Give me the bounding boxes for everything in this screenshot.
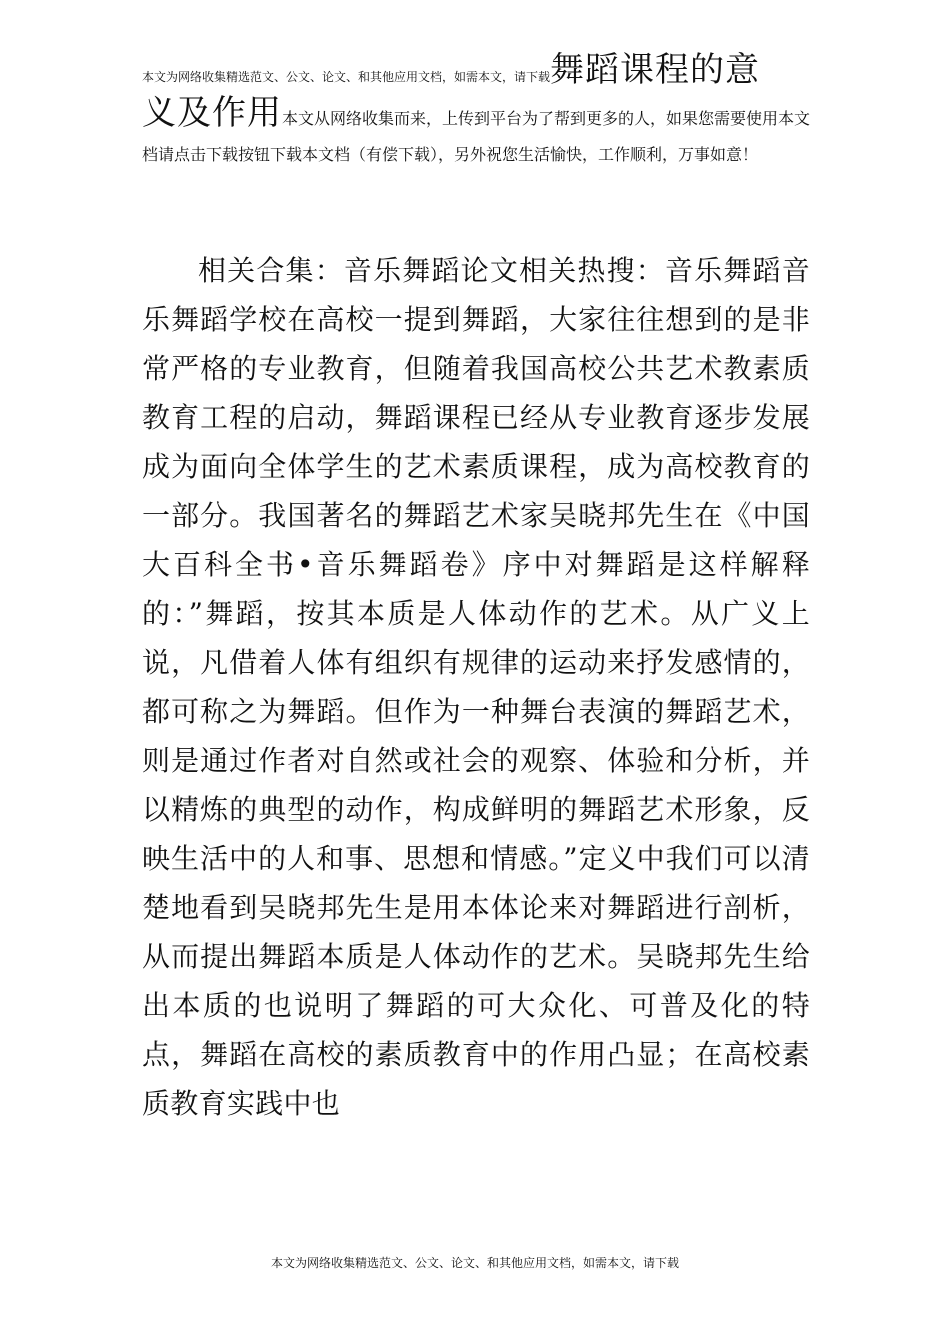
document-header (142, 52, 822, 173)
upload-notice: 本文从网络收集而来，上传到平台为了帮到更多的人，如果您需要使用本文档请点击下载按钮下载本文档（有偿下载），另外祝您生活愉快，工作顺利，万事如意！ (142, 109, 811, 164)
document-title-part1: 舞蹈课程的意 (550, 50, 761, 90)
document-title-part2: 义及作用 (142, 93, 282, 133)
body-paragraph: 相关合集：音乐舞蹈论文相关热搜：音乐舞蹈音乐舞蹈学校在高校一提到舞蹈，大家往往想到的是非常严格的专业教育，但随着我国高校公共艺术教素质教育工程的启动，舞蹈课程已经从专业教育逐步发展成为面向全体学生的艺术素质课程，成为高校教育的一部分。我国著名的舞蹈艺术家吴晓邦先生在《中国大百科全书•音乐舞蹈卷》序中对舞蹈是这样解释的：”舞蹈，按其本质是人体动作的艺术。从广义上说，凡借着人体有组织有规律的运动来抒发感情的，都可称之为舞蹈。但作为一种舞台表演的舞蹈艺术，则是通过作者对自然或社会的观察、体验和分析，并以精炼的典型的动作，构成鲜明的舞蹈艺术形象，反映生活中的人和事、思想和情感。”定义中我们可以清楚地看到吴晓邦先生是用本体论来对舞蹈进行剖析，从而提出舞蹈本质是人体动作的艺术。吴晓邦先生给出本质的也说明了舞蹈的可大众化、可普及化的特点，舞蹈在高校的素质教育中的作用凸显；在高校素质教育实践中也 (142, 254, 810, 1120)
header-source-note: 本文为网络收集精选范文、公文、论文、和其他应用文档，如需本文，请下载 (142, 70, 551, 84)
page-footer: 本文为网络收集精选范文、公文、论文、和其他应用文档，如需本文，请下载 (270, 1256, 679, 1270)
